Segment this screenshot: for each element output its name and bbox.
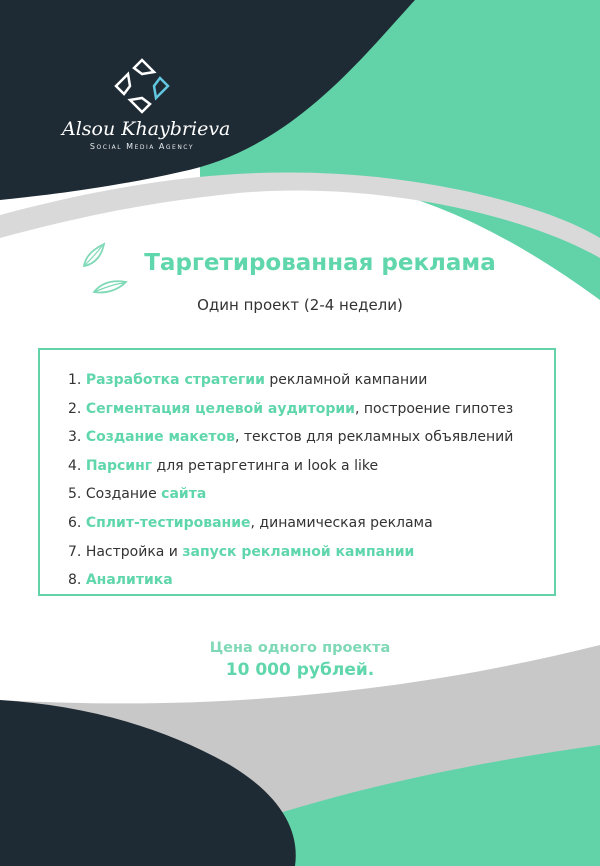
- page-title: Таргетированная реклама: [144, 250, 496, 276]
- services-list: [40, 350, 554, 595]
- list-item: 5. Создание сайта: [68, 486, 207, 503]
- list-item: 6. Сплит-тестирование, динамическая реклама: [68, 514, 433, 531]
- list-item: 4. Парсинг для ретаргетинга и look a like: [68, 457, 379, 474]
- brand-name: Alsou Khaybrieva: [62, 118, 231, 140]
- list-item: 7. Настройка и запуск рекламной кампании: [68, 543, 415, 560]
- page-subtitle: Один проект (2-4 недели): [197, 296, 403, 314]
- brand-logo: [62, 56, 231, 151]
- list-item: 3. Создание макетов, текстов для рекламных объявлений: [68, 429, 514, 446]
- list-item: 1. Разработка стратегии рекламной кампании: [68, 372, 428, 388]
- services-box: [38, 348, 556, 596]
- price-block: [100, 640, 500, 680]
- price-value: 10 000 рублей.: [225, 660, 375, 680]
- list-item: 2. Сегментация целевой аудитории, построение гипотез: [68, 400, 514, 417]
- list-item: 8. Аналитика: [68, 572, 173, 589]
- brand-tagline: Social Media Agency: [89, 142, 195, 151]
- price-label: Цена одного проекта: [209, 640, 391, 656]
- diamond-logo-icon: [112, 56, 172, 116]
